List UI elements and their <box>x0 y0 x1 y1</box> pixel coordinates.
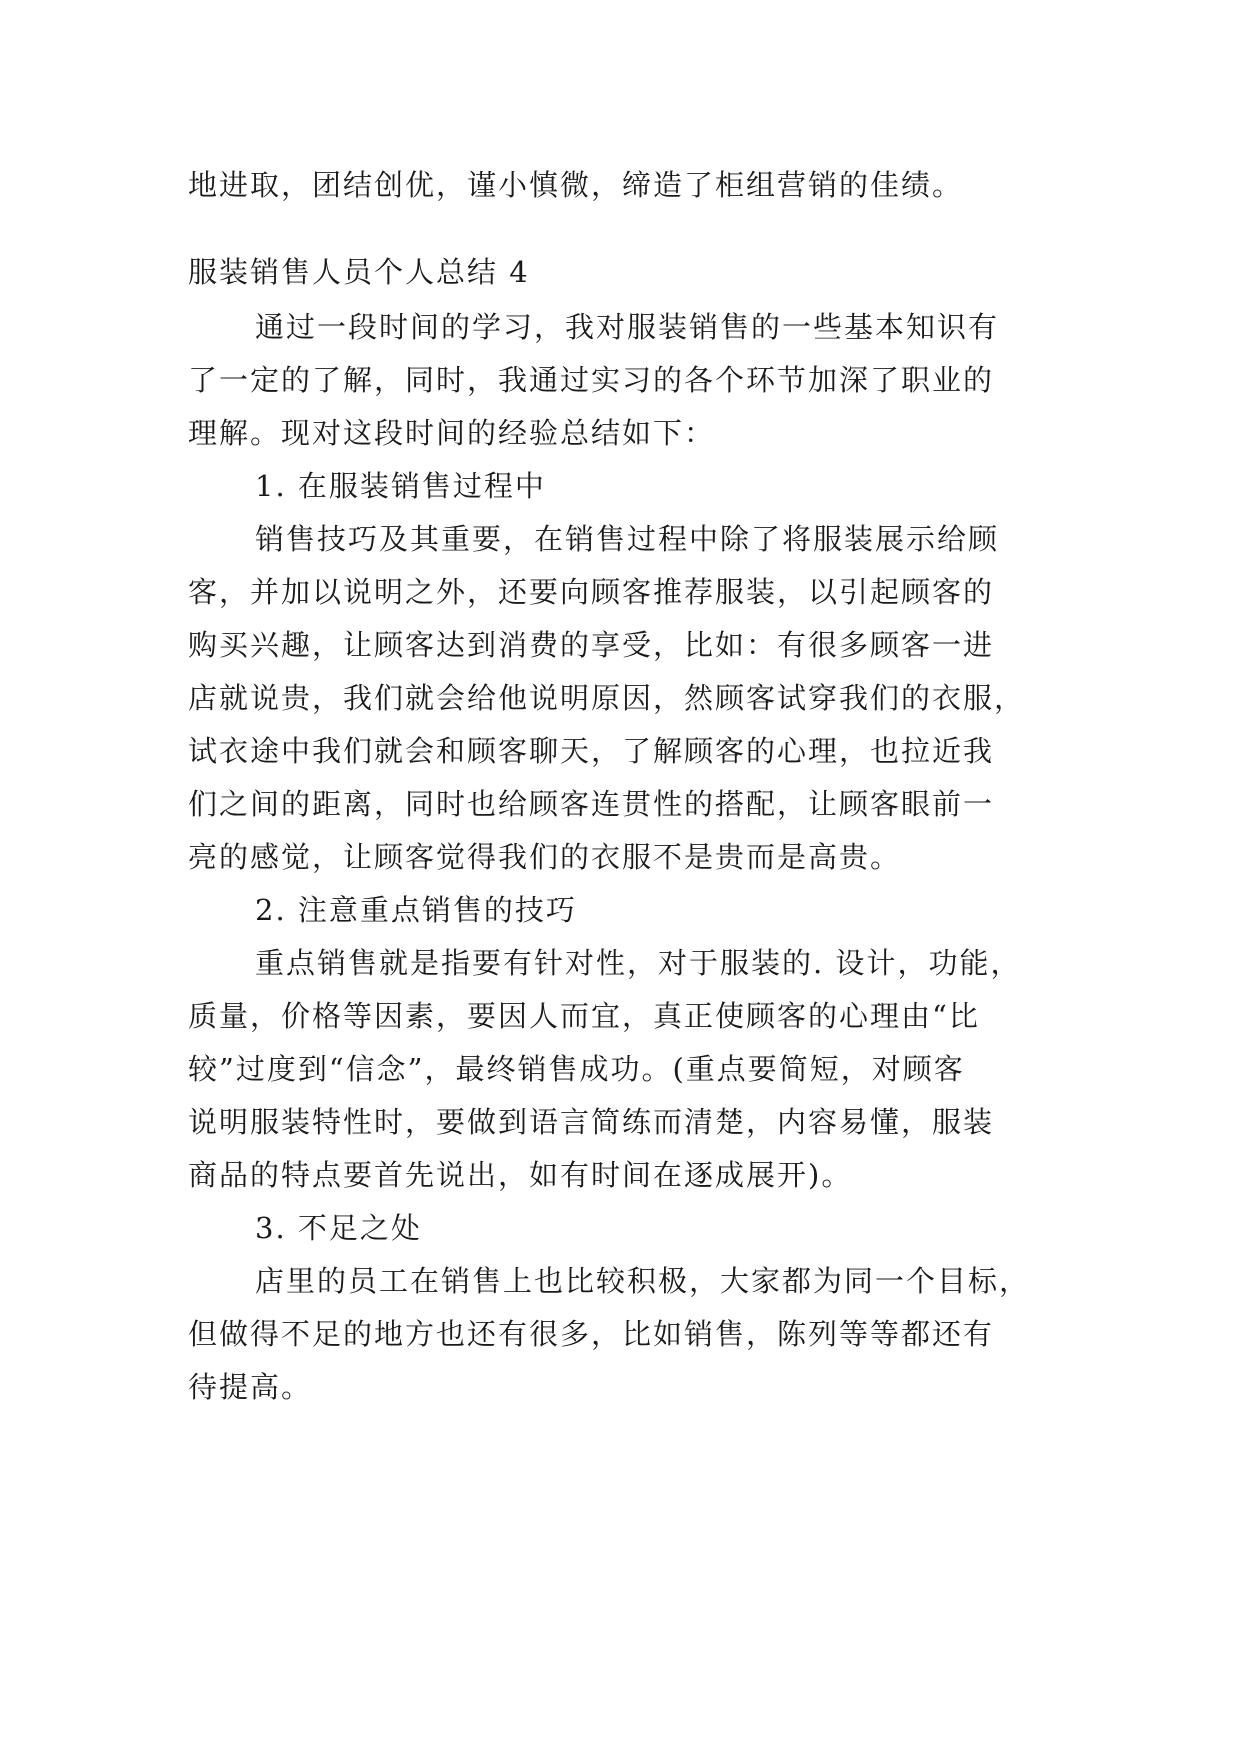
paragraph-line: 试衣途中我们就会和顾客聊天，了解顾客的心理，也拉近我 <box>188 734 995 768</box>
paragraph-line: 重点销售就是指要有针对性，对于服装的. 设计，功能， <box>255 946 1022 980</box>
paragraph-line: 通过一段时间的学习，我对服装销售的一些基本知识有 <box>255 310 1000 344</box>
paragraph-line: 店就说贵，我们就会给他说明原因，然顾客试穿我们的衣服， <box>188 681 1026 715</box>
paragraph-line: 销售技巧及其重要，在销售过程中除了将服装展示给顾 <box>255 522 1000 556</box>
paragraph-line: 们之间的距离，同时也给顾客连贯性的搭配，让顾客眼前一 <box>188 787 995 821</box>
section-title: 服装销售人员个人总结 4 <box>188 255 530 289</box>
paragraph-line: 亮的感觉，让顾客觉得我们的衣服不是贵而是高贵。 <box>188 840 902 874</box>
numbered-heading: 1. 在服装销售过程中 <box>255 469 546 503</box>
paragraph-line: 店里的员工在销售上也比较积极，大家都为同一个目标， <box>255 1264 1031 1298</box>
paragraph-line: 购买兴趣，让顾客达到消费的享受，比如：有很多顾客一进 <box>188 628 995 662</box>
numbered-heading: 3. 不足之处 <box>255 1211 422 1245</box>
paragraph-line: 商品的特点要首先说出，如有时间在逐成展开)。 <box>188 1158 853 1192</box>
paragraph-line: 客，并加以说明之外，还要向顾客推荐服装，以引起顾客的 <box>188 575 995 609</box>
paragraph-line: 说明服装特性时，要做到语言简练而清楚，内容易懂，服装 <box>188 1105 995 1139</box>
paragraph-line: 较”过度到“信念”，最终销售成功。(重点要简短，对顾客 <box>188 1052 965 1086</box>
paragraph-line: 质量，价格等因素，要因人而宜，真正使顾客的心理由“比 <box>188 999 980 1033</box>
paragraph-line: 了一定的了解，同时，我通过实习的各个环节加深了职业的 <box>188 363 995 397</box>
paragraph-line: 理解。现对这段时间的经验总结如下： <box>188 416 716 450</box>
paragraph-line: 待提高。 <box>188 1370 313 1404</box>
numbered-heading: 2. 注意重点销售的技巧 <box>255 893 577 927</box>
paragraph-line: 但做得不足的地方也还有很多，比如销售，陈列等等都还有 <box>188 1317 995 1351</box>
continuation-line: 地进取，团结创优，谨小慎微，缔造了柜组营销的佳绩。 <box>188 168 964 202</box>
